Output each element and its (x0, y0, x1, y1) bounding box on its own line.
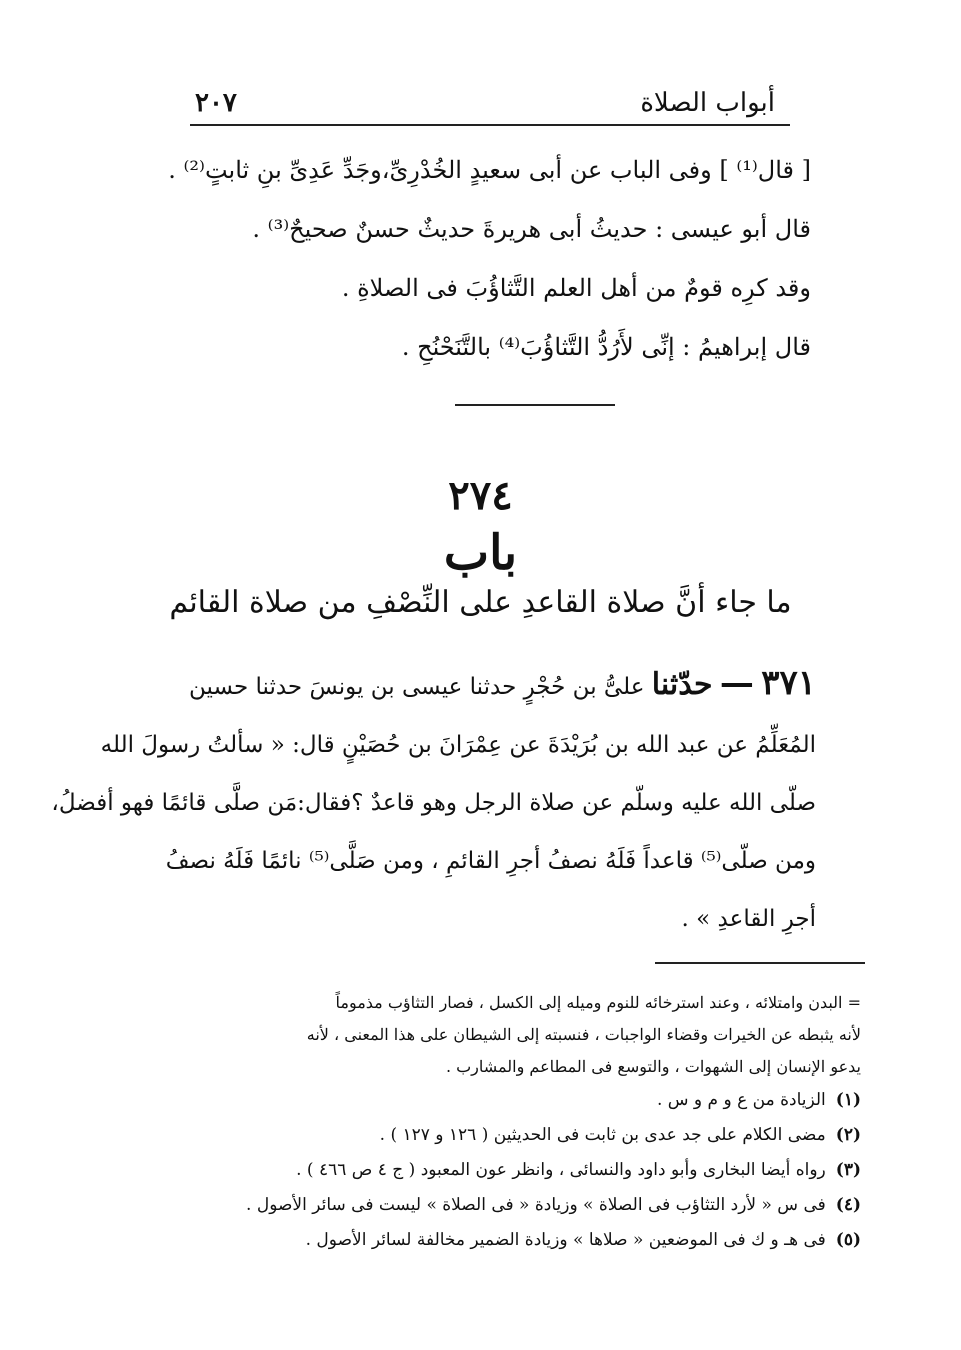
footnote (181, 1088, 861, 1112)
header-title: أبواب الصلاة (640, 88, 775, 118)
hadith-line-text: علىُّ بن حُجْرٍ حدثنا عيسى بن يونسَ حدثنا حسين (189, 674, 645, 700)
footnote-text: الزيادة من ع و م و س . (656, 1090, 826, 1110)
footnote-text: مضى الكلام على جد عدى بن ثابت فى الحديثين ( ١٢٦ و ١٢٧ ) . (379, 1125, 826, 1145)
footnote-mark: (٣) (835, 1160, 861, 1180)
footnote-text: فى هـ و ك فى الموضعين « صلاها » وزيادة الضمير مخالفة لسائر الأصول . (305, 1230, 826, 1250)
footnote-text: رواه أيضا البخارى وأبو داود والنسائى ، وانظر عون المعبود ( ج ٤ ص ٤٦٦ ) . (296, 1160, 826, 1180)
top-text-block (168, 155, 811, 391)
text-line: قال إبراهيمُ : إنِّى لأَرُدُّ التَّثاؤُبَ⁽⁴⁾ بالتَّنَحْنُحِ . (401, 333, 811, 361)
page-number: ٢٠٧ (195, 88, 237, 118)
footnote-mark: (٢) (835, 1125, 861, 1145)
footnote-mark: (١) (835, 1090, 861, 1110)
text-line: قال أبو عيسى : حديثُ أبى هريرةَ حديثٌ حسنٌ صحيحٌ⁽³⁾ . (252, 215, 811, 243)
section-divider (455, 404, 615, 406)
hadith-number: ٣٧١ (761, 663, 816, 703)
note-continuation-line: لأنه يثبطه عن الخيرات وقضاء الواجبات ، فنسبته إلى الشيطان على هذا المعنى ، لأنه (306, 1025, 861, 1044)
chapter-number: ٢٧٤ (448, 472, 513, 519)
chapter-title: ما جاء أنَّ صلاة القاعدِ على النِّصْفِ من صلاة القائم (169, 585, 792, 620)
hadith-line: صلّى الله عليه وسلّم عن صلاة الرجل وهو قاعدٌ ؟فقال:مَن صلَّى قائمًا فهو أفضلُ، (51, 790, 816, 816)
note-continuation-line: = البدن وامتلائه ، وعند استرخائه للنوم وميله إلى الكسل ، فصار التثاؤب مذموماً (335, 993, 861, 1012)
hadith-line: ومن صلّى⁽⁵⁾ قاعداً فَلَهُ نصفُ أجرِ القائمِ ، ومن صَلَّى⁽⁵⁾ نائمًا فَلَهُ نصفُ (165, 848, 816, 874)
footnote-mark: (٤) (835, 1195, 861, 1215)
note-continuation-line: يدعو الإنسان إلى الشهوات ، والتوسع فى المطاعم والمشارب . (445, 1057, 861, 1076)
running-header (195, 88, 775, 124)
footnote (181, 1228, 861, 1252)
hadith-line: أجرِ القاعدِ » . (681, 906, 816, 932)
footnote-divider (655, 962, 865, 964)
header-rule (190, 124, 790, 126)
footnote-mark: (٥) (835, 1230, 861, 1250)
hadith-line: المُعَلِّمُ عن عبد الله بن بُرَيْدَةَ عن عِمْرَانَ بن حُصَيْنٍ قال: « سألتُ رسولَ الله (100, 732, 816, 758)
footnote-text: فى س « لأرد التثاؤب فى الصلاة » وزيادة « فى الصلاة » ليست فى سائر الأصول . (246, 1195, 826, 1215)
hadith-block (51, 663, 816, 962)
text-line: [ قال⁽¹⁾ ] وفى الباب عن أبى سعيدٍ الخُدْرِىِّ،وجَدِّ عَدِىِّ بنِ ثابتٍ⁽²⁾ . (168, 156, 811, 184)
hadith-dash: — (719, 663, 754, 703)
footnotes-block (181, 992, 861, 1263)
chapter-bab: باب (443, 525, 518, 581)
hadith-first-line (166, 663, 816, 703)
footnote (181, 1193, 861, 1217)
footnote (181, 1123, 861, 1147)
footnote (181, 1158, 861, 1182)
text-line: وقد كرِه قومٌ من أهل العلم التَّثاؤُبَ فى الصلاةِ . (341, 274, 811, 302)
hadith-lead: حدّثنا (651, 667, 713, 702)
